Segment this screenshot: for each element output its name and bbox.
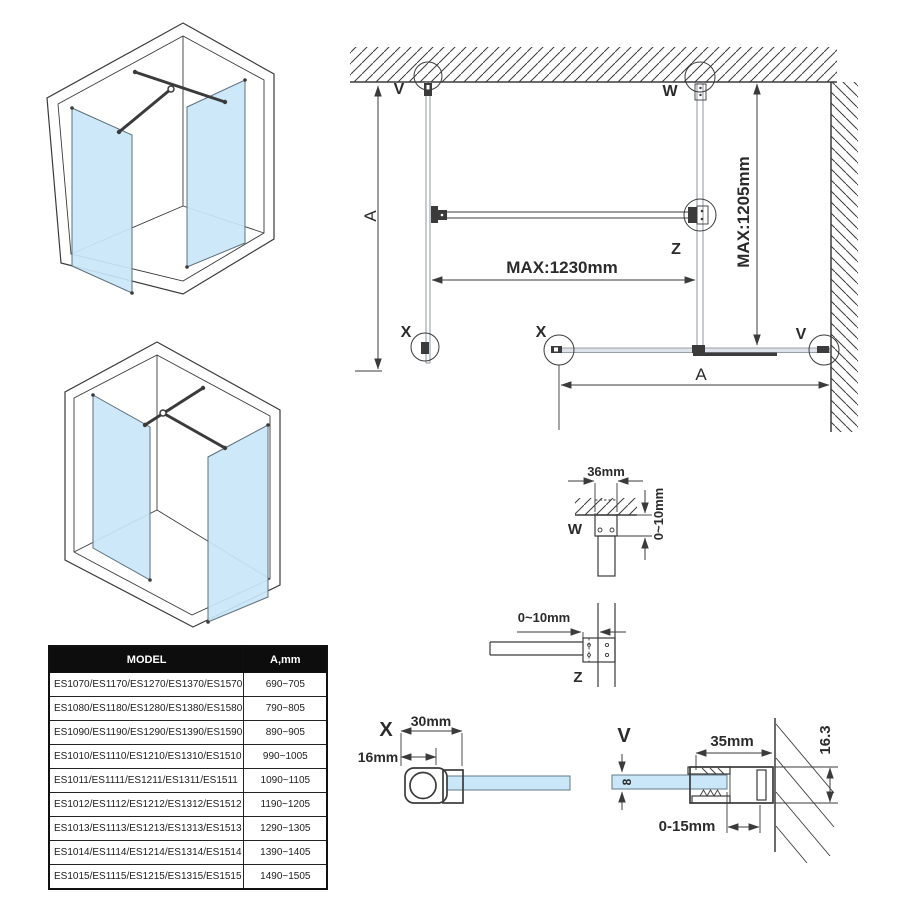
iso-view-top xyxy=(40,10,310,310)
detail-drawing-z xyxy=(455,598,670,698)
label-z: Z xyxy=(573,669,583,686)
svg-text:16mm: 16mm xyxy=(358,749,399,765)
table-row xyxy=(49,769,327,793)
a-mm-cell: 1290~1305 xyxy=(244,817,328,841)
svg-text:0-15mm: 0-15mm xyxy=(658,818,716,835)
dim-30mm xyxy=(401,713,462,766)
svg-text:35mm: 35mm xyxy=(710,733,754,750)
plan-view xyxy=(551,345,830,430)
table-row xyxy=(49,697,327,721)
z-bracket xyxy=(583,638,615,662)
header-a-mm: A,mm xyxy=(244,646,328,673)
svg-text:0~10mm: 0~10mm xyxy=(517,610,571,625)
dim-gap xyxy=(645,488,666,560)
ceiling-hatch xyxy=(575,498,637,515)
model-cell: ES1080/ES1180/ES1280/ES1380/ES1580 xyxy=(49,697,244,721)
model-table-body xyxy=(49,673,327,890)
label-w-top: W xyxy=(662,83,678,100)
model-table xyxy=(48,645,328,890)
table-row xyxy=(49,721,327,745)
dim-16mm xyxy=(358,748,436,765)
label-v: V xyxy=(617,725,631,747)
header-model: MODEL xyxy=(49,646,244,673)
dim-plan-width-a xyxy=(561,365,829,385)
table-header-row xyxy=(49,646,327,673)
glass-edge xyxy=(598,603,615,687)
model-cell: ES1090/ES1190/ES1290/ES1390/ES1590 xyxy=(49,721,244,745)
table-row xyxy=(49,841,327,865)
label-w: W xyxy=(567,521,583,538)
model-cell: ES1015/ES1115/ES1215/ES1315/ES1515 xyxy=(49,865,244,890)
ceiling-bracket xyxy=(595,515,617,536)
iso-view-bottom xyxy=(45,325,325,645)
a-mm-cell: 790~805 xyxy=(244,697,328,721)
label-x-plan: X xyxy=(535,324,547,341)
a-mm-cell: 1090~1105 xyxy=(244,769,328,793)
svg-text:A: A xyxy=(361,210,380,222)
label-v-top: V xyxy=(393,81,405,98)
a-mm-cell: 1190~1205 xyxy=(244,793,328,817)
svg-text:MAX:1230mm: MAX:1230mm xyxy=(506,258,618,277)
svg-text:A: A xyxy=(695,365,707,384)
dim-max-width xyxy=(432,258,695,280)
a-mm-cell: 1490~1505 xyxy=(244,865,328,890)
svg-text:MAX:1205mm: MAX:1205mm xyxy=(734,156,753,268)
plan-support-bar xyxy=(693,353,777,357)
model-cell: ES1014/ES1114/ES1214/ES1314/ES1514 xyxy=(49,841,244,865)
support-bar xyxy=(431,206,690,223)
z-connector xyxy=(688,206,708,224)
label-z-mid: Z xyxy=(671,241,681,258)
table-row xyxy=(49,745,327,769)
detail-circles xyxy=(411,62,839,365)
profile-tube xyxy=(410,773,436,799)
svg-text:16.3: 16.3 xyxy=(817,725,834,755)
dim-height-a xyxy=(355,86,382,371)
support-bars xyxy=(143,386,227,450)
a-mm-cell: 890~905 xyxy=(244,721,328,745)
glass-edge xyxy=(598,536,615,576)
a-mm-cell: 1390~1405 xyxy=(244,841,328,865)
dim-35mm xyxy=(696,733,772,770)
table-row xyxy=(49,673,327,697)
glass-panel-section xyxy=(447,776,570,790)
dim-adjust xyxy=(659,792,760,835)
detail-drawing-w xyxy=(540,450,720,610)
support-bar-end xyxy=(490,642,583,655)
spring-clip xyxy=(700,790,721,796)
detail-drawing-x xyxy=(358,698,593,823)
table-row xyxy=(49,793,327,817)
glass-panel-left xyxy=(93,395,150,580)
glass-panel-right xyxy=(187,80,245,267)
model-cell: ES1012/ES1112/ES1212/ES1312/ES1512 xyxy=(49,793,244,817)
label-x: X xyxy=(379,719,393,741)
model-cell: ES1013/ES1113/ES1213/ES1313/ES1513 xyxy=(49,817,244,841)
dim-glass-8 xyxy=(620,754,634,810)
svg-text:8: 8 xyxy=(620,778,634,786)
elevation-diagram xyxy=(340,30,900,440)
dim-16-3 xyxy=(775,725,838,803)
svg-text:30mm: 30mm xyxy=(410,713,452,729)
label-x-left: X xyxy=(400,324,412,341)
ceiling-hatch xyxy=(350,47,837,82)
table-row xyxy=(49,865,327,890)
model-cell: ES1010/ES1110/ES1210/ES1310/ES1510 xyxy=(49,745,244,769)
floor-bracket-x xyxy=(421,342,429,354)
left-glass-panel xyxy=(421,82,432,363)
a-mm-cell: 990~1005 xyxy=(244,745,328,769)
svg-text:36mm: 36mm xyxy=(587,464,625,479)
dim-gap xyxy=(517,610,626,640)
table-row xyxy=(49,817,327,841)
glass-panel-right xyxy=(208,425,268,622)
label-v-plan: V xyxy=(795,326,807,343)
model-cell: ES1011/ES1111/ES1211/ES1311/ES1511 xyxy=(49,769,244,793)
dim-max-height xyxy=(734,84,757,345)
detail-drawing-v xyxy=(600,700,900,865)
glass-panel-left xyxy=(72,108,132,293)
model-cell: ES1070/ES1170/ES1270/ES1370/ES1570 xyxy=(49,673,244,697)
svg-text:0~10mm: 0~10mm xyxy=(651,487,666,541)
a-mm-cell: 690~705 xyxy=(244,673,328,697)
wall-hatch xyxy=(831,82,858,432)
